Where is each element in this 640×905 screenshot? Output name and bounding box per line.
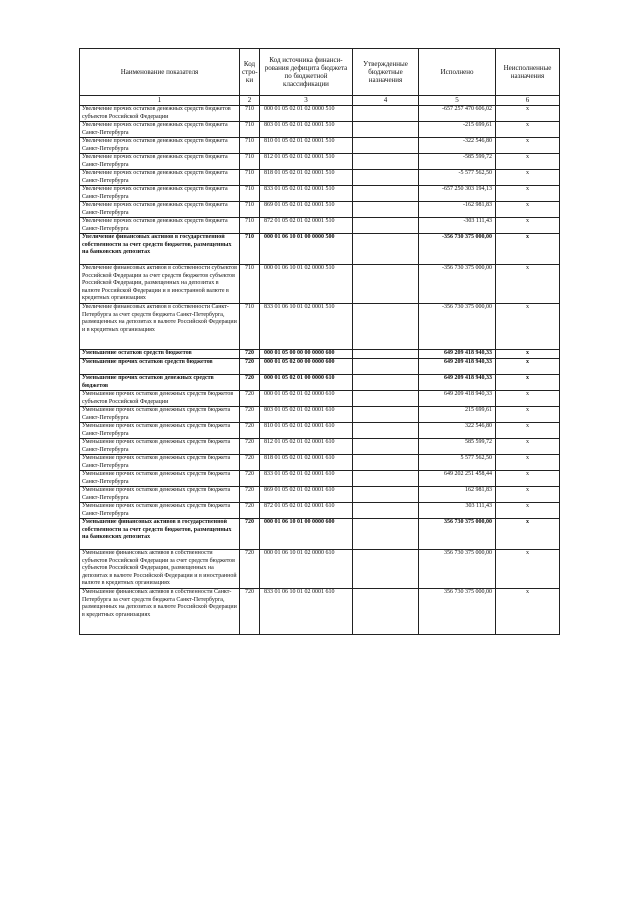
- row-unexecuted-cell: x: [496, 304, 560, 350]
- row-unexecuted-cell: x: [496, 350, 560, 359]
- row-line-cell: 720: [240, 550, 260, 589]
- row-executed-cell: 585 599,72: [419, 439, 496, 455]
- col-number: 3: [260, 96, 353, 106]
- row-name-cell: Увеличение прочих остатков денежных средств бюджета Санкт-Петербурга: [80, 154, 240, 170]
- table-row: [80, 423, 560, 439]
- row-name-cell: Увеличение прочих остатков денежных средств бюджета Санкт-Петербурга: [80, 218, 240, 234]
- row-approved-cell: [353, 519, 419, 550]
- row-line-cell: 710: [240, 106, 260, 122]
- row-name-cell: Увеличение прочих остатков денежных средств бюджета Санкт-Петербурга: [80, 122, 240, 138]
- table-row: [80, 122, 560, 138]
- col-number: 1: [80, 96, 240, 106]
- row-name-cell: Увеличение прочих остатков денежных средств бюджетов субъектов Российской Федерации: [80, 106, 240, 122]
- row-approved-cell: [353, 391, 419, 407]
- table-row: [80, 138, 560, 154]
- row-executed-cell: 322 546,80: [419, 423, 496, 439]
- row-executed-cell: -657 257 470 606,02: [419, 106, 496, 122]
- table-row: [80, 471, 560, 487]
- row-approved-cell: [353, 106, 419, 122]
- row-code-cell: 000 01 06 10 01 00 0000 500: [260, 234, 353, 265]
- row-line-cell: 710: [240, 170, 260, 186]
- table-row: [80, 375, 560, 391]
- row-approved-cell: [353, 407, 419, 423]
- row-unexecuted-cell: x: [496, 407, 560, 423]
- row-code-cell: 810 01 05 02 01 02 0001 510: [260, 138, 353, 154]
- row-executed-cell: -356 730 375 000,00: [419, 234, 496, 265]
- row-name-cell: Уменьшение прочих остатков денежных средств бюджета Санкт-Петербурга: [80, 471, 240, 487]
- row-approved-cell: [353, 471, 419, 487]
- row-approved-cell: [353, 154, 419, 170]
- row-unexecuted-cell: x: [496, 170, 560, 186]
- table-row: [80, 202, 560, 218]
- row-approved-cell: [353, 439, 419, 455]
- row-unexecuted-cell: x: [496, 550, 560, 589]
- row-unexecuted-cell: x: [496, 589, 560, 635]
- row-code-cell: 000 01 05 02 01 02 0000 610: [260, 391, 353, 407]
- row-name-cell: Уменьшение финансовых активов в собственности Санкт-Петербурга за счет средств бюджета Санкт-Петербурга, размещенных на депозитах в валюте Российской Федерации в кредитных организациях: [80, 589, 240, 635]
- row-unexecuted-cell: x: [496, 154, 560, 170]
- sources-table: [79, 48, 560, 635]
- row-unexecuted-cell: x: [496, 503, 560, 519]
- row-unexecuted-cell: x: [496, 106, 560, 122]
- row-code-cell: 000 01 06 10 01 02 0000 510: [260, 265, 353, 304]
- row-code-cell: 833 01 05 02 01 02 0001 510: [260, 186, 353, 202]
- row-name-cell: Увеличение финансовых активов в государственной собственности за счет средств бюджетов, размещенных на банковских депозитах: [80, 234, 240, 265]
- row-approved-cell: [353, 170, 419, 186]
- table-row: [80, 503, 560, 519]
- table-row: [80, 439, 560, 455]
- row-code-cell: 803 01 05 02 01 02 0001 510: [260, 122, 353, 138]
- row-name-cell: Уменьшение прочих остатков денежных средств бюджетов субъектов Российской Федерации: [80, 391, 240, 407]
- row-line-cell: 710: [240, 265, 260, 304]
- table-row: [80, 487, 560, 503]
- row-code-cell: 803 01 05 02 01 02 0001 610: [260, 407, 353, 423]
- row-name-cell: Увеличение финансовых активов в собственности субъектов Российской Федерации за счет средств бюджетов субъектов Российской Федерации, размещенных на депозитах в валюте Российской Федерации и в иностранной валюте в кредитных организациях: [80, 265, 240, 304]
- row-code-cell: 812 01 05 02 01 02 0001 510: [260, 154, 353, 170]
- row-code-cell: 872 01 05 02 01 02 0001 510: [260, 218, 353, 234]
- col-number: 5: [419, 96, 496, 106]
- row-line-cell: 720: [240, 487, 260, 503]
- row-line-cell: 720: [240, 589, 260, 635]
- row-executed-cell: 215 699,61: [419, 407, 496, 423]
- row-code-cell: 000 01 05 00 00 00 0000 600: [260, 350, 353, 359]
- table-row: [80, 519, 560, 550]
- header-row: [80, 49, 560, 96]
- row-name-cell: Уменьшение финансовых активов в государственной собственности за счет средств бюджетов, размещенных на банковских депозитах: [80, 519, 240, 550]
- row-approved-cell: [353, 589, 419, 635]
- row-unexecuted-cell: x: [496, 423, 560, 439]
- row-line-cell: 720: [240, 391, 260, 407]
- row-unexecuted-cell: x: [496, 375, 560, 391]
- row-line-cell: 710: [240, 304, 260, 350]
- row-line-cell: 720: [240, 423, 260, 439]
- row-name-cell: Уменьшение финансовых активов в собственности субъектов Российской Федерации за счет средств бюджетов субъектов Российской Федерации, размещенных на депозитах в валюте Российской Федерации и в иностранной валюте в кредитных организациях: [80, 550, 240, 589]
- row-executed-cell: -5 577 562,50: [419, 170, 496, 186]
- row-code-cell: 818 01 05 02 01 02 0001 510: [260, 170, 353, 186]
- row-code-cell: 872 01 05 02 01 02 0001 610: [260, 503, 353, 519]
- row-unexecuted-cell: x: [496, 138, 560, 154]
- row-name-cell: Уменьшение прочих остатков денежных средств бюджета Санкт-Петербурга: [80, 439, 240, 455]
- table-row: [80, 350, 560, 359]
- row-code-cell: 833 01 06 10 01 02 0001 610: [260, 589, 353, 635]
- budget-sheet: [79, 48, 559, 635]
- row-name-cell: Уменьшение прочих остатков денежных средств бюджетов: [80, 375, 240, 391]
- row-unexecuted-cell: x: [496, 265, 560, 304]
- row-approved-cell: [353, 218, 419, 234]
- row-approved-cell: [353, 423, 419, 439]
- row-line-cell: 710: [240, 138, 260, 154]
- row-line-cell: 720: [240, 375, 260, 391]
- row-approved-cell: [353, 375, 419, 391]
- row-executed-cell: -356 730 375 000,00: [419, 265, 496, 304]
- row-executed-cell: -585 599,72: [419, 154, 496, 170]
- row-approved-cell: [353, 455, 419, 471]
- row-line-cell: 720: [240, 455, 260, 471]
- row-executed-cell: -215 699,61: [419, 122, 496, 138]
- row-name-cell: Уменьшение прочих остатков денежных средств бюджета Санкт-Петербурга: [80, 487, 240, 503]
- row-executed-cell: 649 209 418 940,33: [419, 350, 496, 359]
- table-row: [80, 154, 560, 170]
- table-row: [80, 186, 560, 202]
- row-unexecuted-cell: x: [496, 122, 560, 138]
- row-executed-cell: 649 209 418 940,33: [419, 359, 496, 375]
- table-row: [80, 391, 560, 407]
- row-executed-cell: -303 111,43: [419, 218, 496, 234]
- col-header-name: Наименование показателя: [80, 49, 240, 96]
- row-line-cell: 710: [240, 186, 260, 202]
- col-header-approved: Утвержденные бюджетные назначения: [353, 49, 419, 96]
- row-executed-cell: -356 730 375 000,00: [419, 304, 496, 350]
- row-unexecuted-cell: x: [496, 439, 560, 455]
- table-row: [80, 106, 560, 122]
- row-line-cell: 710: [240, 154, 260, 170]
- column-number-row: [80, 96, 560, 106]
- row-code-cell: 000 01 06 10 01 02 0000 610: [260, 550, 353, 589]
- row-unexecuted-cell: x: [496, 391, 560, 407]
- row-executed-cell: -162 981,83: [419, 202, 496, 218]
- row-line-cell: 720: [240, 471, 260, 487]
- table-row: [80, 589, 560, 635]
- row-unexecuted-cell: x: [496, 234, 560, 265]
- row-name-cell: Уменьшение прочих остатков денежных средств бюджета Санкт-Петербурга: [80, 503, 240, 519]
- row-executed-cell: 162 981,83: [419, 487, 496, 503]
- row-unexecuted-cell: x: [496, 186, 560, 202]
- row-name-cell: Уменьшение прочих остатков денежных средств бюджета Санкт-Петербурга: [80, 455, 240, 471]
- col-header-unexecuted: Неисполненные назначения: [496, 49, 560, 96]
- table-row: [80, 359, 560, 375]
- row-executed-cell: 649 209 418 940,33: [419, 375, 496, 391]
- table-row: [80, 265, 560, 304]
- row-executed-cell: 649 209 418 940,33: [419, 391, 496, 407]
- row-code-cell: 833 01 06 10 01 02 0001 510: [260, 304, 353, 350]
- row-line-cell: 720: [240, 503, 260, 519]
- col-number: 2: [240, 96, 260, 106]
- row-name-cell: Увеличение прочих остатков денежных средств бюджета Санкт-Петербурга: [80, 202, 240, 218]
- row-line-cell: 710: [240, 234, 260, 265]
- row-code-cell: 833 01 05 02 01 02 0001 610: [260, 471, 353, 487]
- row-code-cell: 869 01 05 02 01 02 0001 610: [260, 487, 353, 503]
- row-approved-cell: [353, 550, 419, 589]
- row-name-cell: Увеличение прочих остатков денежных средств бюджета Санкт-Петербурга: [80, 186, 240, 202]
- row-unexecuted-cell: x: [496, 519, 560, 550]
- row-name-cell: Увеличение прочих остатков денежных средств бюджета Санкт-Петербурга: [80, 170, 240, 186]
- table-row: [80, 304, 560, 350]
- row-line-cell: 720: [240, 407, 260, 423]
- row-code-cell: 818 01 05 02 01 02 0001 610: [260, 455, 353, 471]
- row-executed-cell: -322 546,80: [419, 138, 496, 154]
- row-approved-cell: [353, 234, 419, 265]
- row-name-cell: Уменьшение прочих остатков средств бюджетов: [80, 359, 240, 375]
- table-row: [80, 455, 560, 471]
- row-unexecuted-cell: x: [496, 359, 560, 375]
- row-unexecuted-cell: x: [496, 471, 560, 487]
- col-number: 4: [353, 96, 419, 106]
- row-name-cell: Увеличение прочих остатков денежных средств бюджета Санкт-Петербурга: [80, 138, 240, 154]
- row-line-cell: 710: [240, 122, 260, 138]
- row-code-cell: 000 01 05 02 00 00 0000 600: [260, 359, 353, 375]
- row-line-cell: 720: [240, 359, 260, 375]
- row-approved-cell: [353, 304, 419, 350]
- row-executed-cell: 649 202 251 458,44: [419, 471, 496, 487]
- col-header-code: Код источника финанси-рования дефицита бюджета по бюджетной классификации: [260, 49, 353, 96]
- row-executed-cell: 303 111,43: [419, 503, 496, 519]
- row-line-cell: 710: [240, 202, 260, 218]
- row-name-cell: Уменьшение прочих остатков денежных средств бюджета Санкт-Петербурга: [80, 407, 240, 423]
- row-approved-cell: [353, 503, 419, 519]
- row-code-cell: 000 01 05 02 01 02 0000 510: [260, 106, 353, 122]
- table-row: [80, 234, 560, 265]
- row-code-cell: 812 01 05 02 01 02 0001 610: [260, 439, 353, 455]
- row-executed-cell: 356 730 375 000,00: [419, 589, 496, 635]
- row-code-cell: 869 01 05 02 01 02 0001 510: [260, 202, 353, 218]
- col-header-line: Код стро-ки: [240, 49, 260, 96]
- row-code-cell: 810 01 05 02 01 02 0001 610: [260, 423, 353, 439]
- col-header-executed: Исполнено: [419, 49, 496, 96]
- table-body: [80, 106, 560, 635]
- row-executed-cell: -657 250 303 194,13: [419, 186, 496, 202]
- row-unexecuted-cell: x: [496, 487, 560, 503]
- row-name-cell: Уменьшение остатков средств бюджетов: [80, 350, 240, 359]
- row-approved-cell: [353, 350, 419, 359]
- table-row: [80, 170, 560, 186]
- table-row: [80, 218, 560, 234]
- row-approved-cell: [353, 265, 419, 304]
- row-line-cell: 720: [240, 439, 260, 455]
- row-code-cell: 000 01 06 10 01 00 0000 600: [260, 519, 353, 550]
- row-approved-cell: [353, 487, 419, 503]
- row-line-cell: 720: [240, 350, 260, 359]
- row-line-cell: 710: [240, 218, 260, 234]
- row-unexecuted-cell: x: [496, 455, 560, 471]
- row-executed-cell: 356 730 375 000,00: [419, 550, 496, 589]
- row-approved-cell: [353, 138, 419, 154]
- row-name-cell: Уменьшение прочих остатков денежных средств бюджета Санкт-Петербурга: [80, 423, 240, 439]
- row-approved-cell: [353, 186, 419, 202]
- row-executed-cell: 5 577 562,50: [419, 455, 496, 471]
- row-name-cell: Увеличение финансовых активов в собственности Санкт-Петербурга за счет средств бюджета Санкт-Петербурга, размещенных на депозитах в валюте Российской Федерации и в кредитных организациях: [80, 304, 240, 350]
- table-row: [80, 550, 560, 589]
- row-code-cell: 000 01 05 02 01 00 0000 610: [260, 375, 353, 391]
- row-unexecuted-cell: x: [496, 202, 560, 218]
- row-line-cell: 720: [240, 519, 260, 550]
- col-number: 6: [496, 96, 560, 106]
- row-approved-cell: [353, 359, 419, 375]
- table-row: [80, 407, 560, 423]
- row-executed-cell: 356 730 375 000,00: [419, 519, 496, 550]
- row-approved-cell: [353, 202, 419, 218]
- row-unexecuted-cell: x: [496, 218, 560, 234]
- row-approved-cell: [353, 122, 419, 138]
